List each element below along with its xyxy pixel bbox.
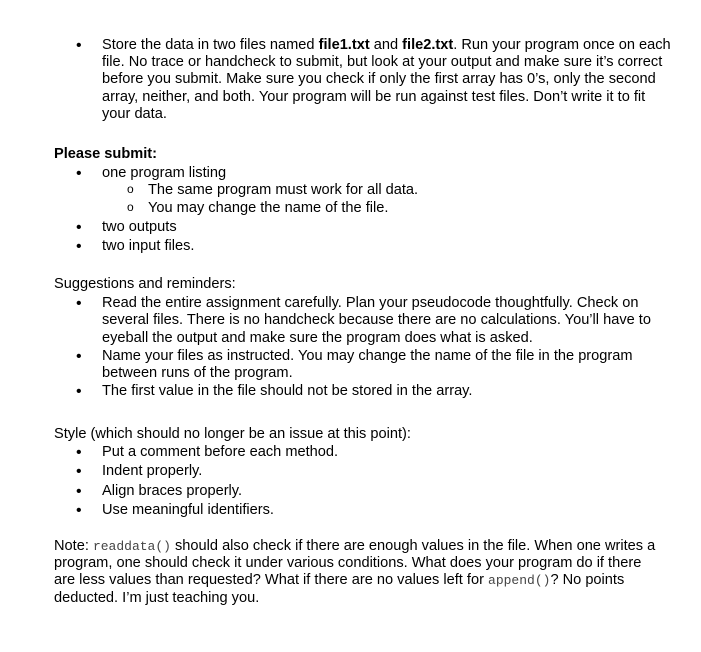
note-label: Note: [54,538,93,554]
intro-text-3: . Run your program once on each file. No trace or handcheck to submit, but look at your output and make sure it’s correct before you submit. Make sure you check if only the first array has 0’s, only the second array, neither, and both. Your program will be run against test files. Don’t write it to fit your data. [102,37,671,122]
style-section [54,426,674,519]
note-text-1: should also check if there are enough values in the file. When one writes a program, one should check it under various conditions. What does your program do if there are less values than requested? What if there are no values left for [54,538,656,589]
intro-text-1: Store the data in two files named [102,37,319,53]
file2-name: file2.txt [402,37,454,53]
style-list [54,444,674,519]
submit-item-inputs: • two input files. [54,238,674,255]
append-code: append() [488,573,551,589]
submit-subitem: o You may change the name of the file. [54,200,674,217]
intro-list [54,37,674,123]
style-heading: Style (which should no longer be an issue at this point): [54,426,411,442]
file1-name: file1.txt [318,37,370,53]
submit-item-outputs: • two outputs [54,219,674,236]
suggestion-item: • The first value in the file should not be stored in the array. [54,383,674,400]
submit-list [54,165,674,255]
style-item: • Align braces properly. [54,483,674,500]
suggestions-list [54,295,674,400]
style-item: • Put a comment before each method. [54,444,674,461]
submit-section [54,146,674,255]
suggestion-item: • Read the entire assignment carefully. Plan your pseudocode thoughtfully. Check on several files. There is no handcheck because there are no calculations. You’ll have to eyeball the output and make sure the program does what is asked. [54,295,674,347]
readdata-code: readdata() [92,539,171,554]
submit-subitem: o The same program must work for all data. [54,182,674,199]
submit-heading: Please submit: [54,146,158,162]
intro-text-2: and [369,37,403,53]
style-item: • Use meaningful identifiers. [54,502,674,519]
note-text-2: ? No points deducted. I’m just teaching you. [54,572,625,606]
suggestions-section [54,276,674,400]
style-item: • Indent properly. [54,463,674,480]
suggestions-heading: Suggestions and reminders: [54,276,236,292]
intro-item [54,37,674,123]
note-paragraph [54,538,666,607]
submit-item-listing: • one program listing [54,165,674,182]
suggestion-item: • Name your files as instructed. You may change the name of the file in the program between runs of the program. [54,348,674,382]
